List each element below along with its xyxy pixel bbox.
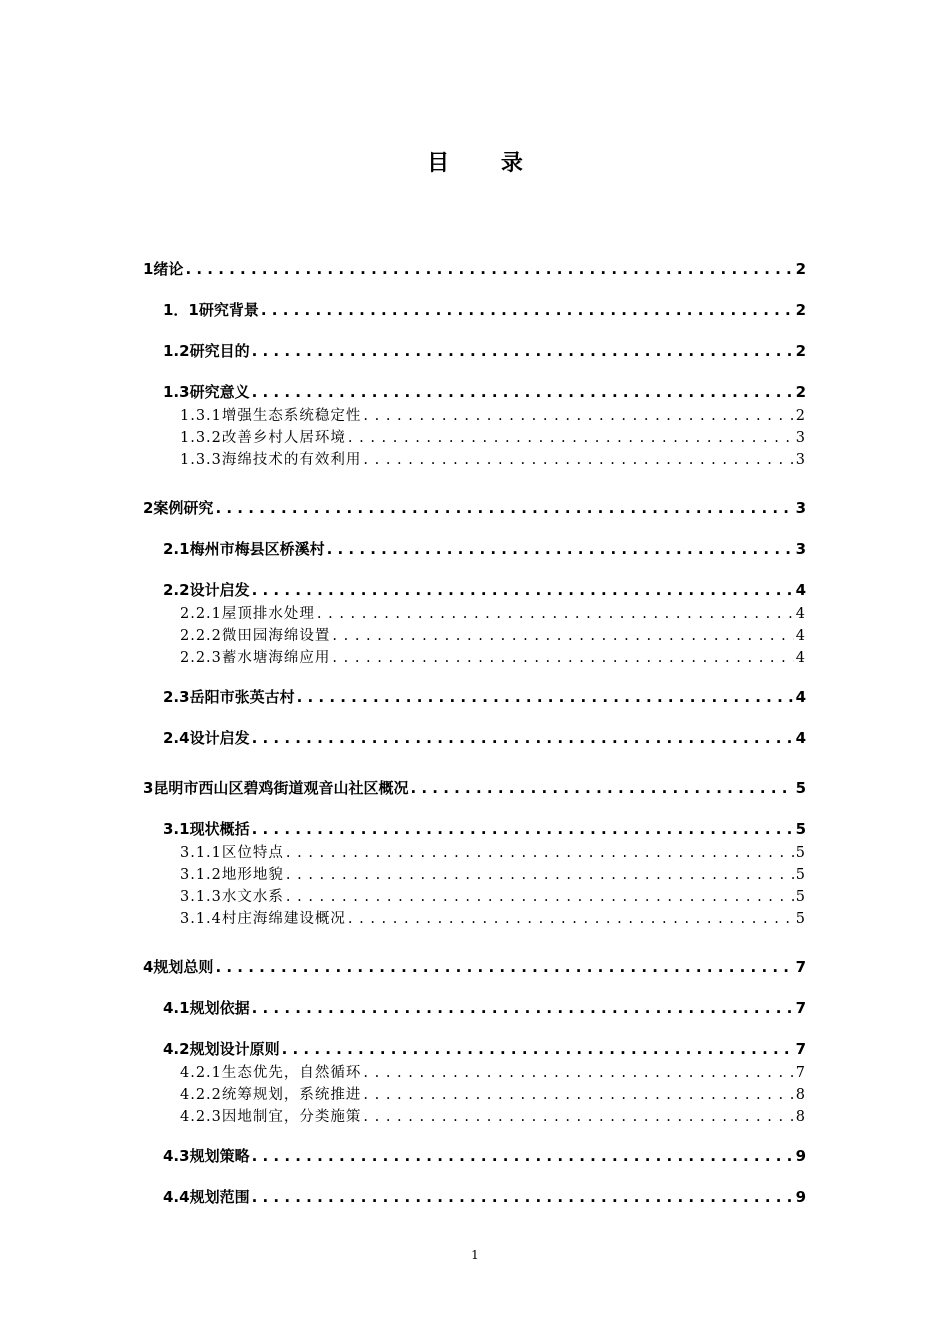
toc-entry-text: 2.2.2微田园海绵设置 <box>180 628 331 644</box>
toc-entry-text: 2.3岳阳市张英古村 <box>163 688 295 706</box>
toc-entry-text: 3.1现状概括 <box>163 820 250 838</box>
toc-entry[interactable] <box>180 426 806 446</box>
toc-entry[interactable] <box>180 448 806 468</box>
toc-entry[interactable] <box>163 727 806 749</box>
toc-entry-page: 5 <box>795 911 806 927</box>
dot-leader <box>252 1188 794 1206</box>
toc-entry[interactable] <box>143 956 806 978</box>
dot-leader <box>363 452 793 468</box>
toc-entry[interactable] <box>143 497 806 519</box>
dot-leader <box>363 408 793 424</box>
dot-leader <box>252 1147 794 1165</box>
toc-entry-text: 4.2规划设计原则 <box>163 1040 280 1058</box>
dot-leader <box>363 1065 793 1081</box>
toc-entry[interactable] <box>180 602 806 622</box>
toc-entry-text: 4.3规划策略 <box>163 1147 250 1165</box>
toc-entry-page: 4 <box>795 581 806 599</box>
toc-entry-text: 3.1.2地形地貌 <box>180 867 284 883</box>
toc-entry-page: 5 <box>795 867 806 883</box>
toc-entry-text: 4.1规划依据 <box>163 999 250 1017</box>
dot-leader <box>348 430 794 446</box>
toc-entry[interactable] <box>163 1145 806 1167</box>
toc-entry-page: 9 <box>795 1147 806 1165</box>
dot-leader <box>252 342 794 360</box>
toc-entry[interactable] <box>180 1105 806 1125</box>
toc-entry-page: 8 <box>795 1109 806 1125</box>
toc-entry-text: 4.2.2统筹规划，系统推进 <box>180 1087 362 1103</box>
dot-leader <box>252 820 794 838</box>
toc-entry-text: 2.1梅州市梅县区桥溪村 <box>163 540 325 558</box>
toc-entry-text: 3.1.1区位特点 <box>180 845 284 861</box>
toc-entry-text: 2.4设计启发 <box>163 729 250 747</box>
toc-entry-page: 2 <box>795 342 806 360</box>
dot-leader <box>286 867 794 883</box>
toc-entry-page: 3 <box>795 452 806 468</box>
dot-leader <box>297 688 794 706</box>
toc-entry-text: 1.3.1增强生态系统稳定性 <box>180 408 362 424</box>
dot-leader <box>215 499 793 517</box>
dot-leader <box>252 383 794 401</box>
toc-entry[interactable] <box>180 841 806 861</box>
toc-entry-page: 4 <box>795 729 806 747</box>
toc-entry-page: 9 <box>795 1188 806 1206</box>
toc-entry[interactable] <box>180 1083 806 1103</box>
toc-entry-page: 7 <box>795 1065 806 1081</box>
dot-leader <box>261 301 794 319</box>
toc-entry[interactable] <box>163 538 806 560</box>
toc-entry-text: 1.3研究意义 <box>163 383 250 401</box>
toc-entry-text: 3.1.3水文水系 <box>180 889 284 905</box>
toc-entry-text: 2案例研究 <box>143 499 214 517</box>
toc-entry-page: 7 <box>795 999 806 1017</box>
toc-entry-page: 3 <box>795 430 806 446</box>
toc-entry-text: 1.3.3海绵技术的有效利用 <box>180 452 362 468</box>
dot-leader <box>282 1040 794 1058</box>
toc-entry-page: 2 <box>795 383 806 401</box>
toc-entry-text: 3昆明市西山区碧鸡街道观音山社区概况 <box>143 779 409 797</box>
toc-entry-text: 4.2.3因地制宜，分类施策 <box>180 1109 362 1125</box>
toc-entry-page: 5 <box>795 845 806 861</box>
dot-leader <box>332 628 793 644</box>
dot-leader <box>252 581 794 599</box>
toc-entry[interactable] <box>180 1061 806 1081</box>
toc-entry-page: 7 <box>795 958 806 976</box>
toc-entry-page: 3 <box>795 540 806 558</box>
toc-entry[interactable] <box>180 624 806 644</box>
toc-entry-page: 5 <box>795 889 806 905</box>
dot-leader <box>185 260 793 278</box>
toc-entry[interactable] <box>163 381 806 403</box>
toc-entry-text: 1．1研究背景 <box>163 301 259 319</box>
dot-leader <box>286 845 794 861</box>
page-number: 1 <box>471 1248 479 1262</box>
toc-entry[interactable] <box>180 646 806 666</box>
dot-leader <box>363 1087 793 1103</box>
dot-leader <box>332 650 793 666</box>
toc-entry-page: 5 <box>795 820 806 838</box>
toc-entry-page: 2 <box>795 260 806 278</box>
dot-leader <box>327 540 794 558</box>
toc-entry-page: 4 <box>795 606 806 622</box>
toc-entry-page: 7 <box>795 1040 806 1058</box>
toc-entry-text: 2.2.3蓄水塘海绵应用 <box>180 650 331 666</box>
dot-leader <box>363 1109 793 1125</box>
toc-entry[interactable] <box>180 404 806 424</box>
toc-entry-text: 1.2研究目的 <box>163 342 250 360</box>
toc-entry-page: 4 <box>795 688 806 706</box>
toc-entry[interactable] <box>180 885 806 905</box>
page-title: 目 录 <box>427 151 545 176</box>
toc-entry-text: 3.1.4村庄海绵建设概况 <box>180 911 346 927</box>
toc-entry-text: 2.2设计启发 <box>163 581 250 599</box>
dot-leader <box>348 911 794 927</box>
toc-entry[interactable] <box>143 777 806 799</box>
toc-entry-page: 2 <box>795 408 806 424</box>
toc-entry[interactable] <box>163 818 806 840</box>
toc-entry-page: 3 <box>795 499 806 517</box>
toc-entry[interactable] <box>163 686 806 708</box>
toc-entry[interactable] <box>143 258 806 280</box>
toc-entry[interactable] <box>163 579 806 601</box>
dot-leader <box>252 729 794 747</box>
dot-leader <box>252 999 794 1017</box>
dot-leader <box>215 958 793 976</box>
toc-entry-text: 4规划总则 <box>143 958 214 976</box>
toc-entry[interactable] <box>163 340 806 362</box>
toc-entry-text: 1.3.2改善乡村人居环境 <box>180 430 346 446</box>
toc-entry[interactable] <box>180 907 806 927</box>
toc-entry-text: 4.4规划范围 <box>163 1188 250 1206</box>
toc-entry[interactable] <box>180 863 806 883</box>
toc-entry-page: 8 <box>795 1087 806 1103</box>
toc-entry-text: 2.2.1屋顶排水处理 <box>180 606 315 622</box>
toc-entry-page: 2 <box>795 301 806 319</box>
toc-entry[interactable] <box>163 1186 806 1208</box>
dot-leader <box>410 779 793 797</box>
toc-entry-page: 4 <box>795 628 806 644</box>
toc-entry-page: 5 <box>795 779 806 797</box>
dot-leader <box>286 889 794 905</box>
toc-entry[interactable] <box>163 997 806 1019</box>
dot-leader <box>317 606 794 622</box>
toc-entry[interactable] <box>163 1038 806 1060</box>
toc-entry-text: 1绪论 <box>143 260 184 278</box>
toc-entry-page: 4 <box>795 650 806 666</box>
toc-entry[interactable] <box>163 299 806 321</box>
toc-entry-text: 4.2.1生态优先，自然循环 <box>180 1065 362 1081</box>
